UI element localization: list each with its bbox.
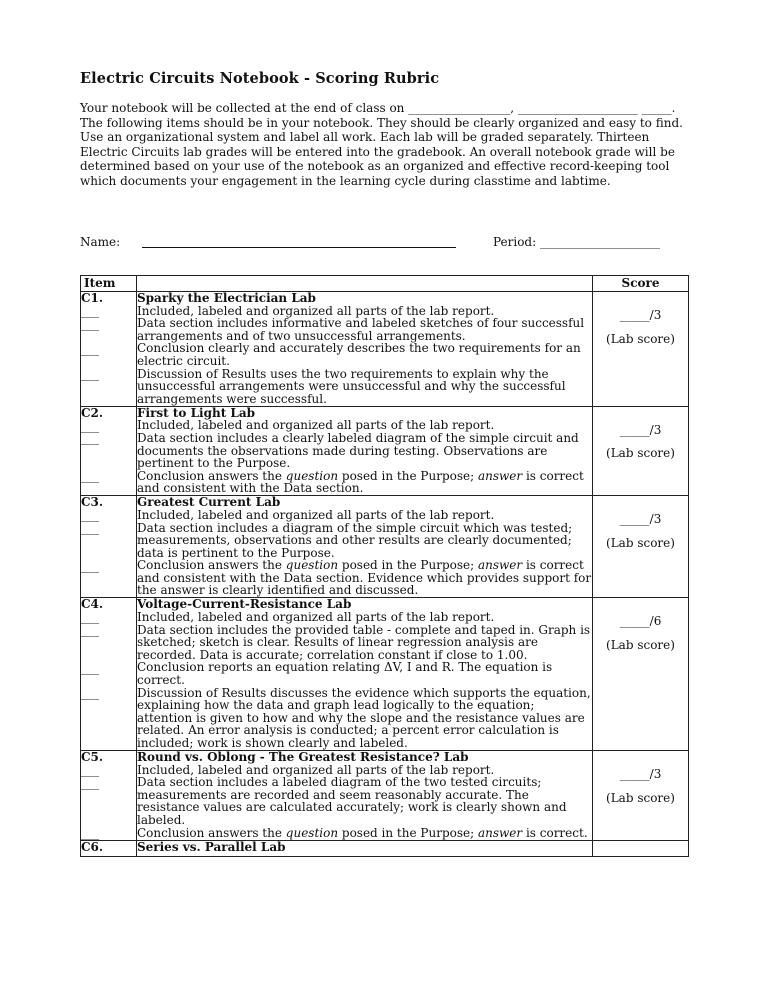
score-cell [593, 496, 689, 598]
item-cell [81, 496, 137, 598]
header-score: Score [593, 276, 689, 292]
criterion-text: Discussion of Results discusses the evidence which supports the equation, explaining how the data and graph lead logically to the equation; attention is given to how and why the slope and the resistance values are related. An error analysis is conducted; a percent error calculation is included; work is shown clearly and labeled. [137, 685, 591, 750]
item-cell [81, 406, 137, 496]
criterion-emphasis: question [285, 558, 339, 573]
lab-title: Sparky the Electrician Lab [137, 291, 316, 305]
table-row [81, 292, 689, 407]
criterion [137, 827, 592, 840]
item-id: C3. [81, 495, 104, 510]
period-label: Period: ____________________ [493, 235, 660, 249]
checkbox-blank: ___ [81, 825, 99, 840]
checkbox-blank: ___ [81, 623, 99, 638]
item-cell [81, 292, 137, 407]
score-cell [593, 406, 689, 496]
checkbox-blank: ___ [81, 610, 99, 625]
checkbox-blank: ___ [81, 763, 99, 777]
criterion-text: posed in the Purpose; [338, 468, 478, 483]
checkbox-blank: ___ [81, 686, 99, 701]
score-note: (Lab score) [606, 535, 675, 550]
criterion [137, 559, 592, 597]
criterion-text: Discussion of Results uses the two requirements to explain why the unsuccessful arrangements were unsuccessful and why the successful arrangements were successful. [137, 366, 566, 406]
description-cell [137, 840, 593, 856]
criterion-text: is correct and consistent with the Data section. [137, 468, 584, 496]
table-row [81, 751, 689, 841]
table-row [81, 598, 689, 751]
criterion-text: Conclusion answers the [137, 825, 286, 840]
description-cell [137, 751, 593, 841]
checkbox-blank: ___ [81, 558, 99, 573]
criterion [137, 317, 592, 342]
lab-title: Series vs. Parallel Lab [137, 839, 286, 854]
checkbox-blank: ___ [81, 775, 99, 790]
description-cell [137, 598, 593, 751]
table-row [81, 406, 689, 496]
criterion-emphasis: answer [477, 558, 523, 573]
item-id: C4. [81, 597, 104, 612]
checkbox-blank: ___ [81, 469, 99, 484]
criterion-text: Included, labeled and organized all parts of the lab report. [137, 762, 495, 777]
item-id: C2. [81, 405, 104, 420]
description-cell [137, 292, 593, 407]
score-cell [593, 840, 689, 856]
item-cell [81, 840, 137, 856]
criterion [137, 470, 592, 495]
score-blank: _____/3 [619, 308, 662, 322]
criterion-text: is correct. [522, 825, 588, 840]
header-item: Item [81, 276, 137, 292]
criterion-text: Conclusion answers the [137, 468, 286, 483]
criterion-text: Included, labeled and organized all parts of the lab report. [137, 418, 495, 433]
criterion-text: Conclusion reports an equation relating ΔV, I and R. The equation is correct. [137, 660, 553, 688]
score-note: (Lab score) [606, 790, 675, 805]
table-row [81, 840, 689, 856]
criterion-text: Data section includes the provided table - complete and taped in. Graph is sketched; sketch is clear. Results of linear regression analysis are recorded. Data is accurate; correlation constant if close to 1.00. [137, 622, 591, 662]
criterion [137, 522, 592, 560]
criterion-text: Included, labeled and organized all parts of the lab report. [137, 303, 495, 318]
intro-paragraph: Your notebook will be collected at the end of class on _________________, ____________________ _____. The following items should be in your notebook. They should be clearly organized and easy to find. Use an organizational system and label all work. Each lab will be graded separately. Thirteen Electric Circuits lab grades will be entered into the gradebook. An overall notebook grade will be determined based on your use of the notebook as an organized and effective record-keeping tool which documents your engagement in the learning cycle during classtime and labtime. [80, 101, 683, 188]
name-period-row [80, 235, 692, 253]
description-cell [137, 406, 593, 496]
score-note: (Lab score) [606, 331, 675, 346]
item-id: C5. [81, 750, 104, 764]
header-description [137, 276, 593, 292]
checkbox-blank: ___ [81, 304, 99, 318]
score-cell [593, 598, 689, 751]
criterion-text: Included, labeled and organized all parts of the lab report. [137, 507, 495, 522]
criterion [137, 776, 592, 826]
criterion-text: Data section includes a labeled diagram of the two tested circuits; measurements are recorded and seem reasonably accurate. The resistance values are calculated accurately; work is clearly shown and labeled. [137, 775, 567, 827]
checkbox-blank: ___ [81, 660, 99, 675]
criterion-emphasis: question [285, 825, 339, 840]
lab-title: Greatest Current Lab [137, 495, 281, 510]
item-cell [81, 751, 137, 841]
criterion-emphasis: answer [477, 825, 523, 840]
checkbox-blank: ___ [81, 316, 99, 331]
criterion-emphasis: answer [477, 468, 523, 483]
criterion-text: Data section includes a diagram of the simple circuit which was tested; measurements, observations and other results are clearly documented; data is pertinent to the Purpose. [137, 520, 573, 560]
checkbox-blank: ___ [81, 508, 99, 523]
criterion [137, 661, 592, 686]
checkbox-blank: ___ [81, 418, 99, 433]
score-blank: _____/3 [619, 422, 662, 437]
criterion [137, 432, 592, 470]
criterion-text: Data section includes informative and labeled sketches of four successful arrangements and of two unsuccessful arrangements. [137, 316, 585, 343]
name-blank-line [142, 247, 456, 248]
criterion-text: Conclusion clearly and accurately describes the two requirements for an electric circuit. [137, 341, 581, 368]
score-note: (Lab score) [606, 638, 675, 653]
score-cell [593, 292, 689, 407]
score-blank: _____/3 [619, 767, 662, 781]
score-note: (Lab score) [606, 446, 675, 461]
lab-title: First to Light Lab [137, 405, 256, 420]
criterion [137, 368, 592, 406]
description-cell [137, 496, 593, 598]
score-blank: _____/6 [619, 614, 662, 629]
criterion [137, 624, 592, 662]
score-cell [593, 751, 689, 841]
criterion [137, 687, 592, 750]
criterion-emphasis: question [285, 468, 339, 483]
criterion [137, 342, 592, 367]
criterion-text: posed in the Purpose; [338, 825, 478, 840]
name-label: Name: [80, 235, 121, 249]
item-id: C1. [81, 291, 104, 305]
rubric-table [80, 275, 689, 857]
checkbox-blank: ___ [81, 366, 99, 381]
checkbox-blank: ___ [81, 520, 99, 535]
page-title: Electric Circuits Notebook - Scoring Rubric [80, 70, 440, 87]
lab-title: Round vs. Oblong - The Greatest Resistance? Lab [137, 750, 469, 764]
item-cell [81, 598, 137, 751]
item-id: C6. [81, 839, 104, 854]
checkbox-blank: ___ [81, 341, 99, 356]
table-row [81, 496, 689, 598]
criterion-text: Data section includes a clearly labeled diagram of the simple circuit and documents the observations made during testing. Observations are pertinent to the Purpose. [137, 430, 579, 471]
score-blank: _____/3 [619, 512, 662, 527]
checkbox-blank: ___ [81, 431, 99, 446]
criterion-text: posed in the Purpose; [338, 558, 478, 573]
table-header-row [81, 276, 689, 292]
lab-title: Voltage-Current-Resistance Lab [137, 597, 352, 612]
criterion-text: Included, labeled and organized all parts of the lab report. [137, 610, 495, 625]
criterion-text: is correct and consistent with the Data section. Evidence which provides support for the answer is clearly identified and discussed. [137, 558, 592, 598]
criterion-text: Conclusion answers the [137, 558, 286, 573]
